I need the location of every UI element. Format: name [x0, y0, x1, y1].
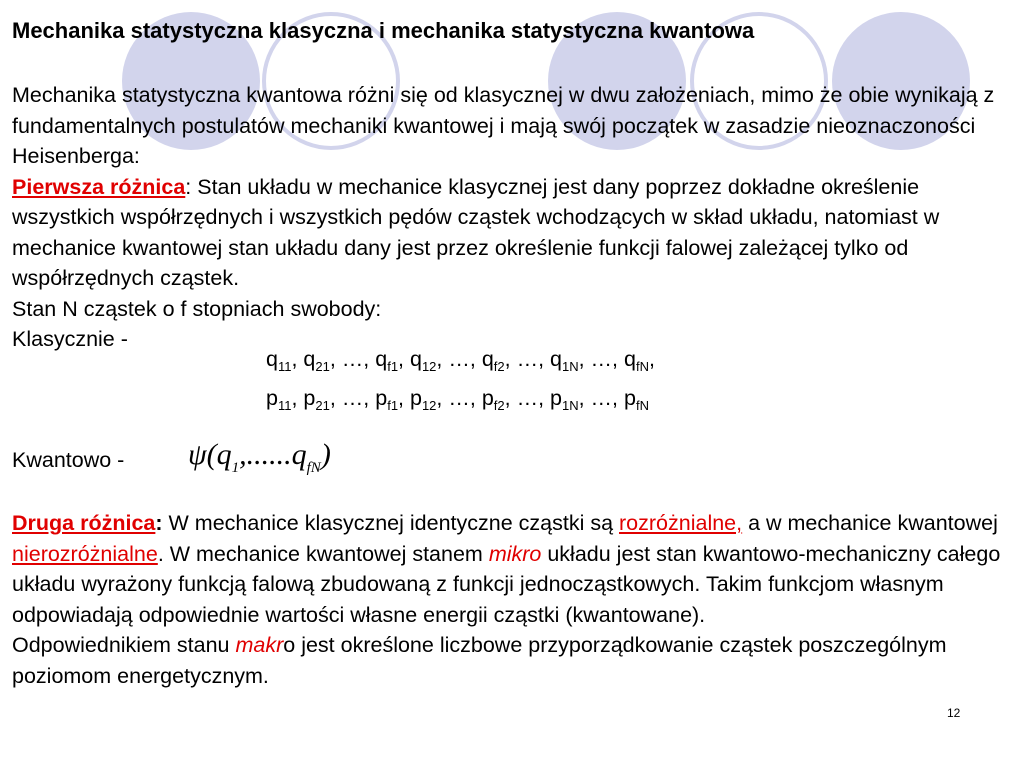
intro-paragraph: Mechanika statystyczna kwantowa różni się od klasycznej w dwu założeniach, mimo że obie wynikają z fundamentalnych postulatów mechaniki kwantowej i mają swój początek w zasadzie nieoznaczoności Heisenberga:: [12, 83, 995, 168]
slide-body-lower: [12, 508, 1012, 691]
quantum-label: Kwantowo -: [12, 448, 125, 472]
slide-body: [12, 80, 1012, 355]
term-micro: mikro: [488, 541, 542, 566]
slide-title: Mechanika statystyczna klasyczna i mechanika statystyczna kwantowa: [12, 18, 755, 43]
formula-q-coordinates: $q_{11}$, $q_{21}$, …, $q_{f1}$, $q_{12}$, …, $q_{f2}$, …, $q_{1N}$, …, $q_{fN}$,: [266, 347, 655, 374]
state-line: Stan N cząstek o f stopniach swobody:: [12, 296, 382, 321]
second-difference-label: Druga różnica: [12, 511, 156, 535]
classical-label: Klasycznie -: [12, 327, 128, 351]
macro-paragraph: Odpowiednikiem stanu makro jest określone liczbowe przyporządkowanie cząstek poszczególnym poziomom energetycznym.: [12, 633, 947, 688]
term-macro: makr: [235, 633, 284, 657]
term-distinguishable: rozróżnialne,: [619, 511, 743, 535]
page-number: 12: [947, 706, 961, 720]
wavefunction-formula: $\psi(q_1,......q_{fN})$: [188, 438, 331, 476]
second-difference-paragraph: Druga różnica: W mechanice klasycznej identyczne cząstki są rozróżnialne, a w mechanice kwantowej nierozróżnialne. W mechanice kwantowej stanem mikro układu jest stan kwantowo-mechaniczny całego układu wyrażony funkcją falową zbudowaną z funkcji jednocząstkowych. Takim funkcjom własnym odpowiadają odpowiednie wartości własne energii cząstki (kwantowane).: [12, 511, 1001, 627]
first-difference-paragraph: [12, 172, 1012, 294]
term-indistinguishable: nierozróżnialne: [12, 541, 158, 566]
first-difference-text: : Stan układu w mechanice klasycznej jest dany poprzez dokładne określenie wszystkich współrzędnych i wszystkich pędów cząstek wchodzących w skład układu, natomiast w mechanice kwantowej stan układu dany jest przez określenie funkcji falowej zależącej tylko od współrzędnych cząstek.: [12, 174, 940, 290]
first-difference-label: Pierwsza różnica: [12, 174, 186, 199]
formula-p-momenta: $p_{11}$, $p_{21}$, …, $p_{f1}$, $p_{12}$, …, $p_{f2}$, …, $p_{1N}$, …, $p_{fN}$: [266, 386, 649, 413]
